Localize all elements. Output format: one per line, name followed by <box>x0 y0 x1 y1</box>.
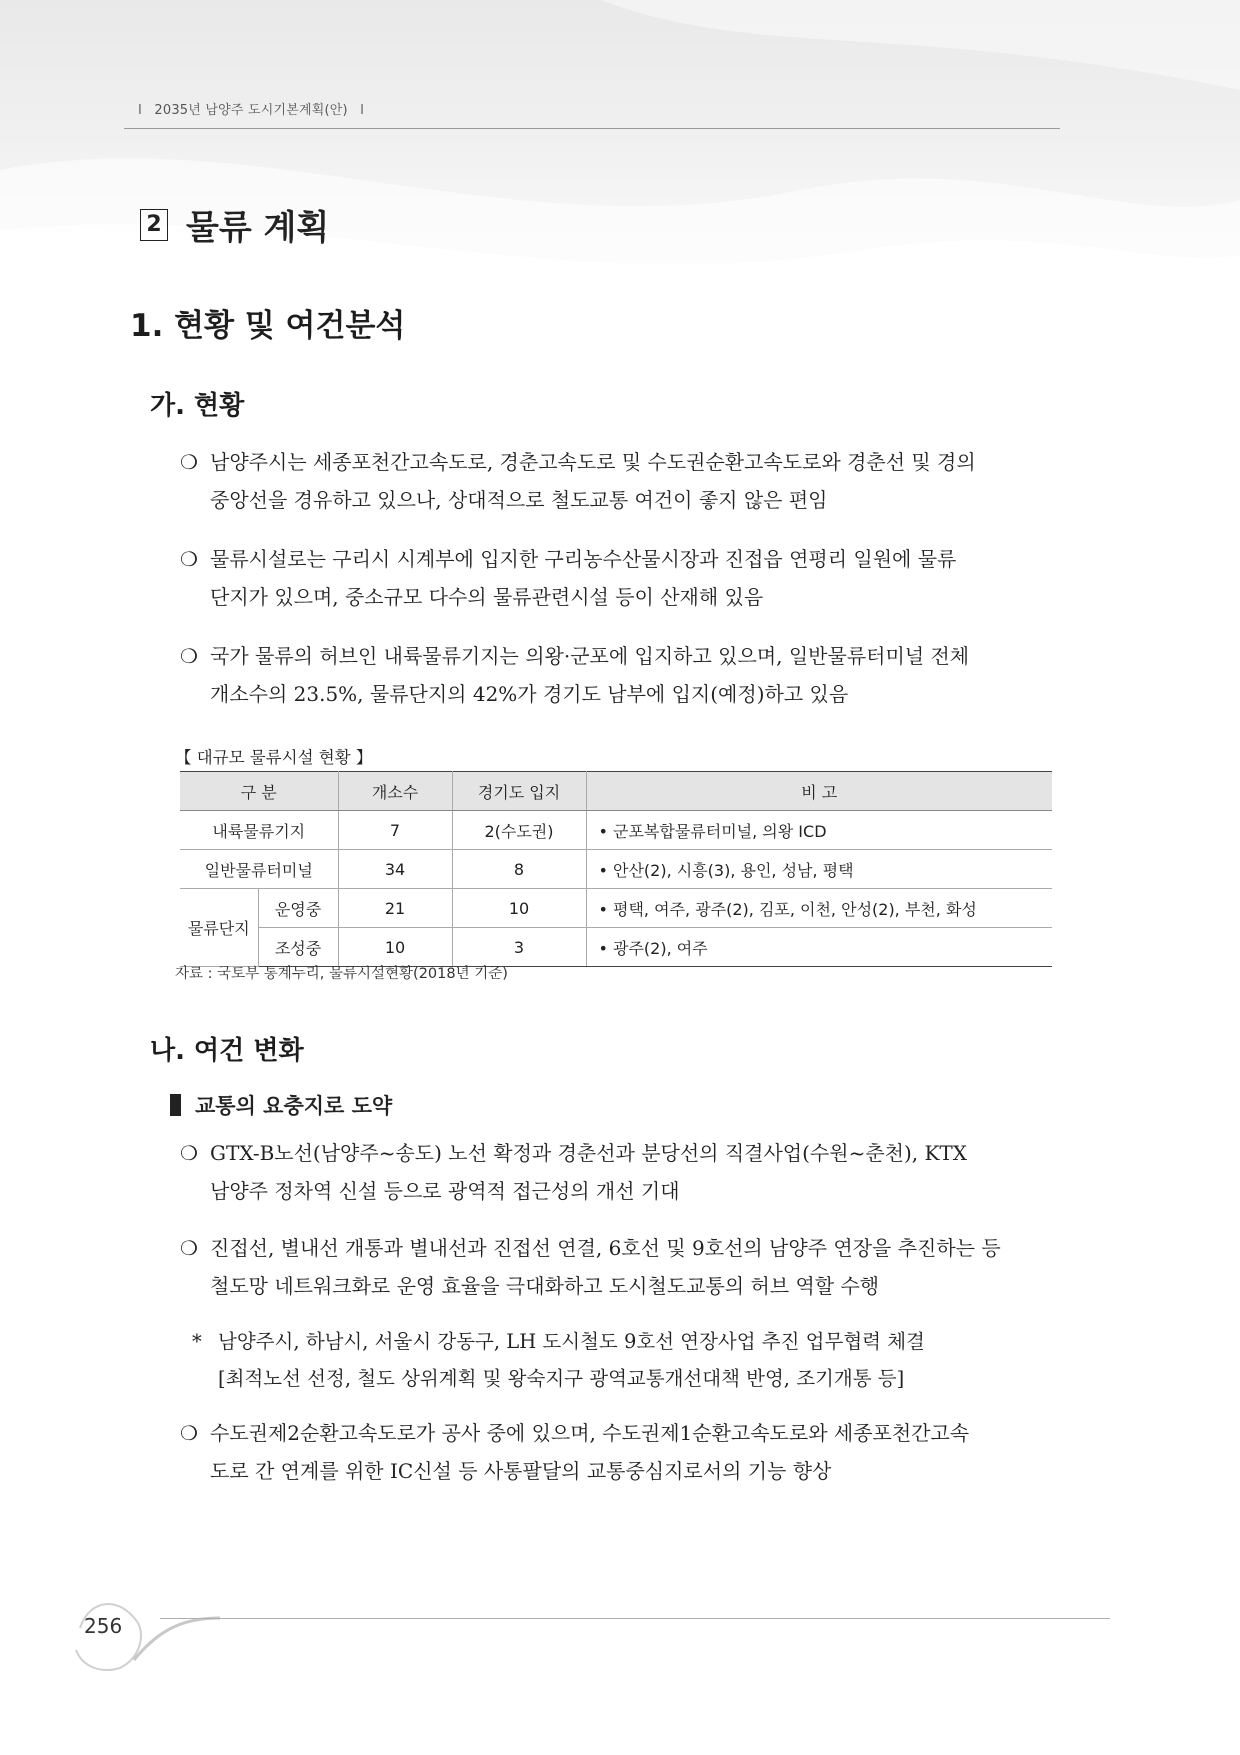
cell-category: 일반물류터미널 <box>180 850 338 889</box>
bullet-circle-icon: ❍ <box>180 1421 198 1445</box>
cell-count: 34 <box>338 850 452 889</box>
header-rule <box>124 128 1060 129</box>
cell-remark: • 군포복합물류터미널, 의왕 ICD <box>586 811 1052 850</box>
cell-count: 10 <box>338 928 452 967</box>
table-row <box>180 850 1052 889</box>
paragraph-6 <box>180 1414 1060 1490</box>
subheading-text: 교통의 요충지로 도약 <box>195 1094 393 1118</box>
cell-gyeonggi: 8 <box>452 850 586 889</box>
bullet-circle-icon: ❍ <box>180 547 198 571</box>
chapter-number-box: 2 <box>140 209 168 241</box>
paragraph-line: 중앙선을 경유하고 있으나, 상대적으로 철도교통 여건이 좋지 않은 편임 <box>210 488 828 512</box>
paragraph-4 <box>180 1134 1060 1210</box>
table-source: 자료 : 국토부 통계누리, 물류시설현황(2018년 기준) <box>175 966 508 982</box>
facility-table <box>180 771 1052 967</box>
paragraph-line: 단지가 있으며, 중소규모 다수의 물류관련시설 등이 산재해 있음 <box>210 585 764 609</box>
paragraph-line: 남양주시는 세종포천간고속도로, 경춘고속도로 및 수도권순환고속도로와 경춘선 및 경의 <box>210 450 976 474</box>
running-header <box>130 99 372 118</box>
bullet-circle-icon: ❍ <box>180 644 198 668</box>
subsection-heading-b: 나. 여건 변화 <box>150 1036 304 1066</box>
cell-gyeonggi: 10 <box>452 889 586 928</box>
header-divider-right: I <box>360 103 365 118</box>
paragraph-line: 철도망 네트워크화로 운영 효율을 극대화하고 도시철도교통의 허브 역할 수행 <box>210 1274 880 1298</box>
table-row <box>180 928 1052 967</box>
paragraph-line: 국가 물류의 허브인 내륙물류기지는 의왕·군포에 입지하고 있으며, 일반물류터미널 전체 <box>210 644 970 668</box>
header-category: 구 분 <box>180 772 338 811</box>
paragraph-line: 개소수의 23.5%, 물류단지의 42%가 경기도 남부에 입지(예정)하고 있음 <box>210 682 849 706</box>
footnote-line: [최적노선 선정, 철도 상위계획 및 왕숙지구 광역교통개선대책 반영, 조기개통 등] <box>218 1367 905 1390</box>
table-header-row <box>180 772 1052 811</box>
header-gyeonggi: 경기도 입지 <box>452 772 586 811</box>
header-count: 개소수 <box>338 772 452 811</box>
footnote-line: 남양주시, 하남시, 서울시 강동구, LH 도시철도 9호선 연장사업 추진 업무협력 체결 <box>218 1330 925 1353</box>
chapter-title <box>140 200 329 249</box>
bullet-circle-icon: ❍ <box>180 1236 198 1260</box>
asterisk-icon: * <box>192 1330 202 1353</box>
table-row <box>180 811 1052 850</box>
chapter-title-text: 물류 계획 <box>186 208 330 248</box>
header-remark: 비 고 <box>586 772 1052 811</box>
subsection-heading-a: 가. 현황 <box>150 391 245 421</box>
paragraph-line: 도로 간 연계를 위한 IC신설 등 사통팔달의 교통중심지로서의 기능 향상 <box>210 1459 832 1483</box>
bullet-circle-icon: ❍ <box>180 1141 198 1165</box>
cell-count: 21 <box>338 889 452 928</box>
paragraph-5 <box>180 1229 1060 1305</box>
cell-remark: • 평택, 여주, 광주(2), 김포, 이천, 안성(2), 부천, 화성 <box>586 889 1052 928</box>
footer-rule <box>160 1618 1110 1619</box>
section-heading: 1. 현황 및 여건분석 <box>130 308 406 344</box>
black-square-icon <box>170 1094 181 1116</box>
running-title: 2035년 남양주 도시기본계획(안) <box>154 103 348 118</box>
table-caption: 【 대규모 물류시설 현황 】 <box>175 748 373 767</box>
cell-category: 조성중 <box>258 928 338 967</box>
cell-group: 물류단지 <box>180 889 258 967</box>
cell-category: 운영중 <box>258 889 338 928</box>
header-divider-left: I <box>138 103 143 118</box>
cell-gyeonggi: 3 <box>452 928 586 967</box>
subheading <box>170 1090 392 1120</box>
paragraph-3 <box>180 637 1060 713</box>
paragraph-line: 남양주 정차역 신설 등으로 광역적 접근성의 개선 기대 <box>210 1179 680 1203</box>
paragraph-1 <box>180 443 1060 519</box>
paragraph-line: 진접선, 별내선 개통과 별내선과 진접선 연결, 6호선 및 9호선의 남양주 연장을 추진하는 등 <box>210 1236 1001 1260</box>
cell-gyeonggi: 2(수도권) <box>452 811 586 850</box>
cell-remark: • 광주(2), 여주 <box>586 928 1052 967</box>
paragraph-line: 수도권제2순환고속도로가 공사 중에 있으며, 수도권제1순환고속도로와 세종포천간고속 <box>210 1421 970 1445</box>
paragraph-2 <box>180 540 1060 616</box>
table-row <box>180 889 1052 928</box>
footnote <box>192 1323 1060 1397</box>
cell-category: 내륙물류기지 <box>180 811 338 850</box>
paragraph-line: GTX-B노선(남양주~송도) 노선 확정과 경춘선과 분당선의 직결사업(수원~춘천), KTX <box>210 1141 968 1165</box>
bullet-circle-icon: ❍ <box>180 450 198 474</box>
cell-remark: • 안산(2), 시흥(3), 용인, 성남, 평택 <box>586 850 1052 889</box>
paragraph-line: 물류시설로는 구리시 시계부에 입지한 구리농수산물시장과 진접읍 연평리 일원에 물류 <box>210 547 957 571</box>
cell-count: 7 <box>338 811 452 850</box>
page-number: 256 <box>84 1614 123 1638</box>
